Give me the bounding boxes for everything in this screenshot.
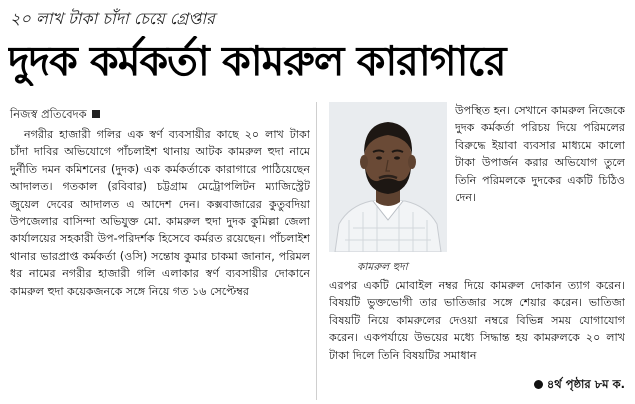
main-headline: দুদক কর্মকর্তা কামরুল কারাগারে <box>8 37 506 85</box>
continued-text: ৪র্থ পৃষ্ঠার ৮ম ক. <box>546 377 625 391</box>
body-paragraph-right-bottom: এরপর একটি মোবাইল নম্বর দিয়ে কামরুল দোকান ত্যাগ করেন। বিষয়টি ভুক্তভোগী তার ভাতিজার সঙ্গে শেয়ার করেন। ভাতিজা বিষয়টি নিয়ে কামরুলের দেওয়া নম্বরে বিভিন্ন সময় যোগাযোগ করেন। একপর্যায়ে উভয়ের মধ্যে সিদ্ধান্ত হয় কামরুলকে ২০ লাখ টাকা দিলে তিনি বিষয়টির সমাধান <box>329 279 625 362</box>
article-body-left-column <box>10 126 310 396</box>
portrait-illustration <box>329 102 447 252</box>
continued-on-page <box>534 376 625 395</box>
bullet-icon <box>534 380 543 389</box>
byline <box>10 106 100 125</box>
article-body-right-top <box>455 102 625 252</box>
body-paragraph-right-top: উপস্থিত হন। সেখানে কামরুল নিজেকে দুদক কর্মকর্তা পরিচয় দিয়ে পরিমলের বিরুদ্ধে ইয়াবা ব্যবসার মাধ্যমে কালো টাকা উপার্জন করার অভিযোগ তুলে তিনি পরিমলকে দুদকের একটি চিঠিও দেন। <box>455 104 625 205</box>
byline-square-icon <box>92 110 100 118</box>
body-paragraph-left: নগরীর হাজারী গলির এক স্বর্ণ ব্যবসায়ীর কাছে ২০ লাখ টাকা চাঁদা দাবির অভিযোগে পাঁচলাইশ থানায় আটক কামরুল হুদা নামে দুর্নীতি দমন কমিশনের (দুদক) এক কর্মকর্তাকে কারাগারে পাঠিয়েছেন আদালত। গতকাল (রবিবার) চট্টগ্রাম মেট্রোপলিটন ম্যাজিস্ট্রেট জুয়েল দেবের আদালত এ আদেশ দেন। কক্সবাজারের কুতুবদিয়া উপজেলার বাসিন্দা অভিযুক্ত মো. কামরুল হুদা দুদক কুমিল্লা জেলা কার্যালয়ের সহকারী উপ-পরিদর্শক হিসেবে কর্মরত রয়েছেন। পাঁচলাইশ থানার ভারপ্রাপ্ত কর্মকর্তা (ওসি) সন্তোষ কুমার চাকমা জানান, পরিমল ধর নামের নগরীর হাজারী গলি এলাকার স্বর্ণ ব্যবসায়ীর দোকানে কামরুল হুদা কয়েকজনকে সঙ্গে নিয়ে গত ১৬ সেপ্টেম্বর <box>10 128 310 298</box>
column-divider <box>316 102 317 400</box>
photo-caption: কামরুল হুদা <box>357 261 408 273</box>
kicker-headline: ২০ লাখ টাকা চাঁদা চেয়ে গ্রেপ্তার <box>10 9 215 28</box>
article-body-right-bottom <box>329 277 625 373</box>
byline-text: নিজস্ব প্রতিবেদক <box>10 107 87 121</box>
portrait-photo <box>329 102 447 252</box>
